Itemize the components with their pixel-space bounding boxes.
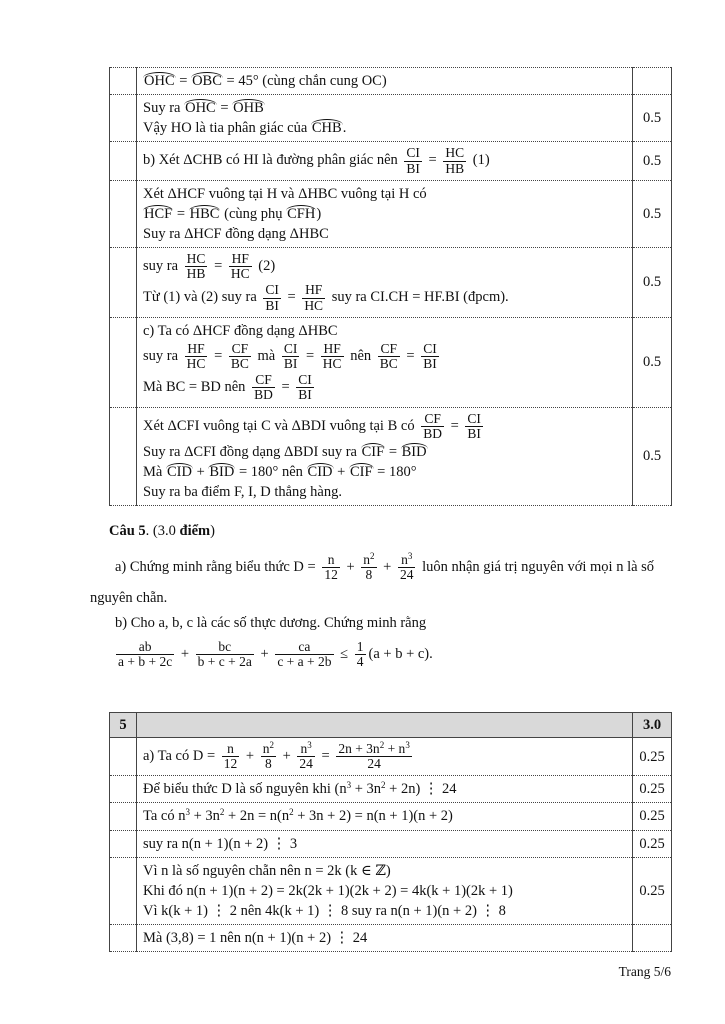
score-cell: 0.5 [633,180,672,247]
solution-cell [137,180,633,247]
question-number: 5 [110,713,137,738]
solution-row [110,407,672,506]
solution-line: Vì k(k + 1) ⋮ 2 nên 4k(k + 1) ⋮ 8 suy ra n(n + 1)(n + 2) ⋮ 8 [143,902,506,919]
solution-row [110,857,672,924]
grading-table-question-5 [109,712,672,952]
score-cell: 0.25 [633,738,672,776]
solution-line: Khi đó n(n + 1)(n + 2) = 2k(2k + 1)(2k + 2) = 4k(k + 1)(2k + 1) [143,882,513,899]
score-cell [633,925,672,952]
solution-line: Vì n là số nguyên chẵn nên n = 2k (k ∈ ℤ) [143,862,391,879]
solution-cell [137,95,633,142]
solution-line: Xét ΔCFI vuông tại C và ΔBDI vuông tại B có $\frac{CF}{BD}$ = $\frac{CI}{BI}$ [143,410,481,441]
solution-row [110,317,672,407]
solution-cell [137,407,633,506]
solution-row [110,180,672,247]
total-score: 3.0 [633,713,672,738]
solution-line: Xét ΔHCF vuông tại H và ΔHBC vuông tại H có [143,185,427,202]
solution-row [110,248,672,318]
blank-cell [110,95,137,142]
solution-line: suy ra $\frac{HC}{HB}$ = $\frac{HF}{HC}$ (2) [143,251,276,282]
solution-cell [137,68,633,95]
solution-line: HCF = HBC (cùng phụ CFH) [144,205,322,222]
blank-cell [110,738,137,776]
solution-cell [137,857,633,924]
score-cell: 0.5 [633,248,672,318]
solution-cell [137,738,633,776]
question-5a-statement: a) Chứng minh rằng biểu thức D = $\frac{n}{12}$ + $\frac{n^2}{8}$ + $\frac{n^3}{24}$ luôn nhận giá trị nguyên với mọi n là số [115,551,655,583]
solution-line: Mà (3,8) = 1 nên n(n + 1)(n + 2) ⋮ 24 [143,930,368,947]
solution-line: b) Xét ΔCHB có HI là đường phân giác nên $\frac{CI}{BI}$ = $\frac{HC}{HB}$ (1) [143,145,490,176]
solution-cell [137,830,633,857]
score-cell: 0.25 [633,776,672,803]
solution-line: Để biểu thức D là số nguyên khi $(n^3 + 3n^2 + 2n)$ ⋮ 24 [143,780,457,798]
solution-cell [137,142,633,180]
blank-cell [110,830,137,857]
solution-row [110,68,672,95]
blank-cell [110,925,137,952]
solution-row [110,738,672,776]
blank-cell [110,317,137,407]
score-cell: 0.5 [633,95,672,142]
blank-cell [110,142,137,180]
solution-cell [137,248,633,318]
blank-cell [110,68,137,95]
solution-row [110,776,672,803]
score-cell: 0.5 [633,142,672,180]
question-5-title: Câu 5. (3.0 điểm) [109,523,215,539]
solution-row [110,830,672,857]
grading-table-part4 [109,67,672,506]
solution-cell [137,925,633,952]
blank-cell [110,180,137,247]
blank-cell [110,803,137,830]
solution-line: Mà CID + BID = 180° nên CID + CIF = 180° [143,464,417,481]
solution-row [110,95,672,142]
blank-cell [110,248,137,318]
solution-line: suy ra n(n + 1)(n + 2) ⋮ 3 [143,835,298,852]
solution-line: c) Ta có ΔHCF đồng dạng ΔHBC [143,322,338,339]
blank-cell [110,776,137,803]
solution-line: OHC = OBC = 45° (cùng chắn cung OC) [144,73,387,89]
score-cell: 0.25 [633,803,672,830]
question-5a-continuation: nguyên chẵn. [90,590,168,606]
solution-line: Suy ra OHC = OHB [143,100,264,117]
score-cell: 0.25 [633,830,672,857]
blank-cell [110,857,137,924]
solution-row [110,142,672,180]
solution-cell [137,317,633,407]
solution-line: a) Ta có D = $\frac{n}{12}$ + $\frac{n^2}{8}$ + $\frac{n^3}{24}$ = $\frac{2n + 3n^2 + n^3}{24}$ [143,740,410,772]
solution-line: Suy ra ΔCFI đồng dạng ΔBDI suy ra CIF = BID [143,443,427,460]
solution-line: Vậy HO là tia phân giác của CHB. [143,120,347,137]
solution-line: Suy ra ba điểm F, I, D thẳng hàng. [143,484,342,501]
page-number: Trang 5/6 [618,964,671,979]
solution-line: Từ (1) và (2) suy ra $\frac{CI}{BI}$ = $\frac{HF}{HC}$ suy ra CI.CH = HF.BI (đpcm). [143,282,509,313]
solution-row [110,803,672,830]
solution-row [110,925,672,952]
header-blank [137,713,633,738]
table-header-row [110,713,672,738]
solution-line: suy ra $\frac{HF}{HC}$ = $\frac{CF}{BC}$ mà $\frac{CI}{BI}$ = $\frac{HF}{HC}$ nên $\frac{CF}{BC}$ = $\frac{CI}{BI}$ [143,340,437,372]
score-cell: 0.5 [633,407,672,506]
question-5b-inequality: $\frac{ab}{a + b + 2c}$ + $\frac{bc}{b + c + 2a}$ + $\frac{ca}{c + a + 2b}$ ≤ $\frac{1}{4}$ (a + b + c). [118,639,433,670]
blank-cell [110,407,137,506]
question-5b-statement: b) Cho a, b, c là các số thực dương. Chứng minh rằng [115,615,427,631]
solution-line: Mà BC = BD nên $\frac{CF}{BD}$ = $\frac{CI}{BI}$ [143,372,312,403]
solution-line: Suy ra ΔHCF đồng dạng ΔHBC [143,225,329,242]
solution-cell [137,776,633,803]
solution-cell [137,803,633,830]
score-cell: 0.5 [633,317,672,407]
score-cell [633,68,672,95]
score-cell: 0.25 [633,857,672,924]
solution-line: Ta có $n^3 + 3n^2 + 2n = n(n^2 + 3n + 2) = n(n + 1)(n + 2)$ [143,807,453,825]
